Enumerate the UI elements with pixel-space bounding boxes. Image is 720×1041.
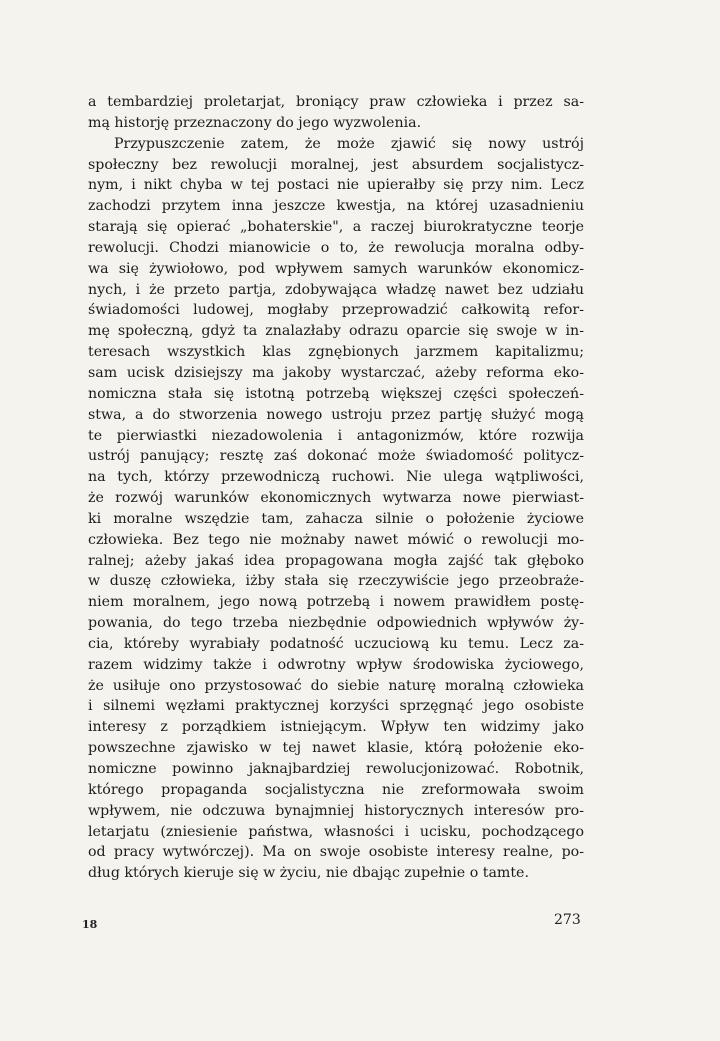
- text-line: te pierwiastki niezadowolenia i antagonizmów, które rozwija: [88, 427, 584, 444]
- text-line: razem widzimy także i odwrotny wpływ środowiska życiowego,: [88, 656, 584, 673]
- text-line: niem moralnem, jego nową potrzebą i nowem prawidłem postę-: [88, 594, 584, 611]
- text-line: teresach wszystkich klas zgnębionych jarzmem kapitalizmu;: [88, 344, 584, 361]
- text-line: powania, do tego trzeba niezbędnie odpowiednich wpływów ży-: [88, 615, 584, 632]
- text-line: a tembardziej proletarjat, broniący praw człowieka i przez sa-: [88, 94, 584, 110]
- text-line: mą historję przeznaczony do jego wyzwolenia.: [88, 114, 422, 131]
- text-line: interesy z porządkiem istniejącym. Wpływ ten widzimy jako: [88, 719, 584, 736]
- text-line: letarjatu (zniesienie państwa, własności i ucisku, pochodzącego: [88, 823, 584, 840]
- text-line: w duszę człowieka, iżby stała się rzeczywiście jego przeobraże-: [88, 573, 584, 590]
- signature-mark: 18: [82, 918, 98, 931]
- page-number: 273: [554, 912, 581, 928]
- text-line: nomiczne powinno jaknajbardziej rewolucjonizować. Robotnik,: [88, 761, 584, 777]
- text-line: od pracy wytwórczej). Ma on swoje osobiste interesy realne, po-: [88, 844, 584, 861]
- text-line: rewolucji. Chodzi mianowicie o to, że rewolucja moralna odby-: [88, 239, 584, 256]
- text-line: którego propaganda socjalistyczna nie zreformowała swoim: [88, 781, 584, 798]
- text-line: powszechne zjawisko w tej nawet klasie, którą położenie eko-: [88, 740, 584, 757]
- text-line: Przypuszczenie zatem, że może zjawić się nowy ustrój: [114, 135, 584, 152]
- text-line: i silnemi węzłami praktycznej korzyści sprzęgnąć jego osobiste: [88, 698, 584, 715]
- text-line: ustrój panujący; resztę zaś dokonać może świadomość politycz-: [88, 448, 584, 465]
- text-line: dług których kieruje się w życiu, nie dbając zupełnie o tamte.: [88, 865, 529, 882]
- text-line: ralnej; ażeby jakaś idea propagowana mogła zajść tak głęboko: [88, 552, 584, 569]
- text-line: ki moralne wszędzie tam, zahacza silnie o położenie życiowe: [88, 510, 584, 527]
- text-line: społeczny bez rewolucji moralnej, jest absurdem socjalistycz-: [88, 156, 584, 173]
- text-line: nomiczna stała się istotną potrzebą większej części społeczeń-: [88, 385, 584, 402]
- text-line: nych, i że przeto partja, zdobywająca władzę nawet bez udziału: [88, 281, 584, 298]
- text-line: na tych, którzy przewodniczą ruchowi. Nie ulega wątpliwości,: [88, 469, 584, 486]
- text-line: zachodzi przytem inna jeszcze kwestja, na której uzasadnieniu: [88, 198, 584, 215]
- text-line: stwa, a do stworzenia nowego ustroju przez partję służyć mogą: [88, 406, 584, 423]
- text-line: wa się żywiołowo, pod wpływem samych warunków ekonomicz-: [88, 260, 584, 277]
- text-line: świadomości ludowej, mogłaby przeprowadzić całkowitą refor-: [88, 302, 584, 319]
- text-line: sam ucisk dzisiejszy ma jakoby wystarczać, ażeby reforma eko-: [88, 364, 584, 381]
- text-line: mę społeczną, gdyż ta znalazłaby odrazu oparcie się swoje w in-: [88, 323, 584, 340]
- text-line: że rozwój warunków ekonomicznych wytwarza nowe pierwiast-: [88, 490, 584, 507]
- body-text: [88, 92, 584, 884]
- text-line: człowieka. Bez tego nie możnaby nawet mówić o rewolucji mo-: [88, 531, 584, 548]
- text-line: nym, i nikt chyba w tej postaci nie upierałby się przy nim. Lecz: [88, 177, 584, 194]
- text-line: że usiłuje ono przystosować do siebie naturę moralną człowieka: [88, 677, 584, 694]
- text-line: wpływem, nie odczuwa bynajmniej historycznych interesów pro-: [88, 802, 584, 819]
- text-line: starają się opierać „bohaterskie", a raczej biurokratyczne teorje: [88, 219, 584, 236]
- text-line: cia, któreby wyrabiały podatność uczuciową ku temu. Lecz za-: [88, 635, 584, 652]
